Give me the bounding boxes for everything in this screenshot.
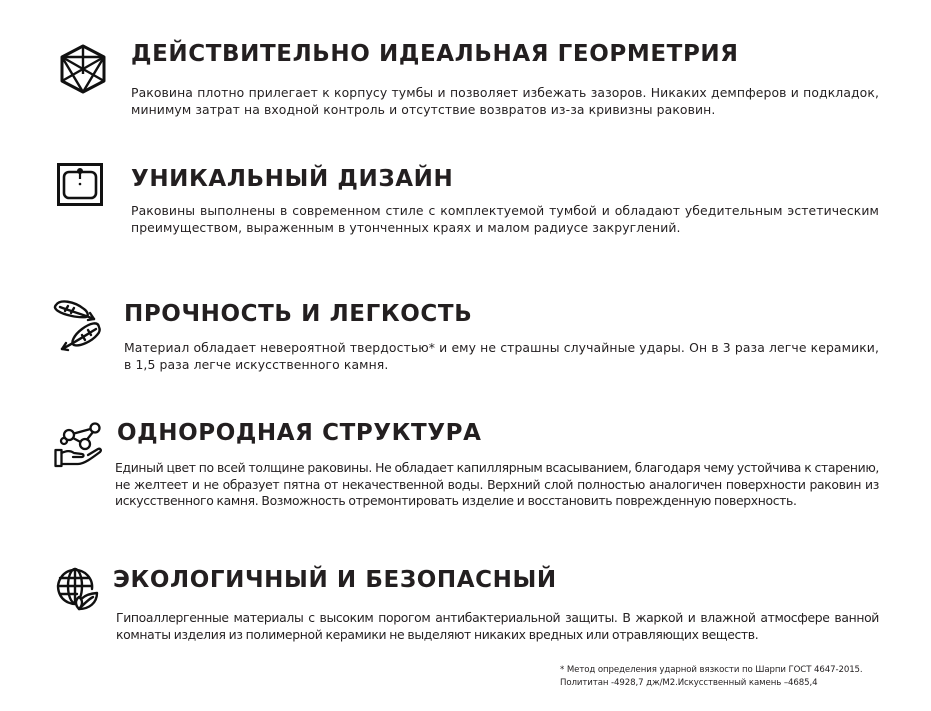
hand-molecule-icon [54, 420, 104, 470]
feathers-icon [52, 297, 104, 353]
feature-title: ОДНОРОДНАЯ СТРУКТУРА [117, 420, 482, 446]
feature-title: ПРОЧНОСТЬ И ЛЕГКОСТЬ [124, 301, 473, 327]
feature-title: УНИКАЛЬНЫЙ ДИЗАЙН [131, 166, 454, 192]
feature-title: ЭКОЛОГИЧНЫЙ И БЕЗОПАСНЫЙ [113, 567, 557, 593]
feature-description: Раковина плотно прилегает к корпусу тумбы и позволяет избежать зазоров. Никаких демпферов и подкладок, минимум затрат на входной контроль и отсутствие возвратов из-за кривизны раковин. [131, 85, 879, 117]
geometry-icon [60, 44, 106, 94]
feature-description: Материал обладает невероятной твердостью* и ему не страшны случайные удары. Он в 3 раза легче керамики, в 1,5 раза легче искусственного камня. [124, 340, 879, 372]
footnote [560, 664, 890, 689]
footnote-line-1: * Метод определения ударной вязкости по Шарпи ГОСТ 4647-2015. [560, 665, 863, 675]
footnote-line-2: Полититан -4928,7 дж/М2.Искусственный камень –4685,4 [560, 677, 818, 688]
feature-description: Единый цвет по всей толщине раковины. Не обладает капиллярным всасыванием, благодаря чему устойчива к старению, не желтеет и не образует пятна от некачественной воды. Верхний слой полностью аналогичен поверхности раковин из искусственного камня. Возможность отремонтировать изделие и восстановить поврежденную поверхность. [115, 460, 879, 508]
feature-description: Гипоаллергенные материалы с высоким порогом антибактериальной защиты. В жаркой и влажной атмосфере ванной комнаты изделия из полимерной керамики не выделяют никаких вредных или отравляющих веществ. [116, 610, 879, 642]
eco-globe-icon [55, 567, 99, 611]
feature-title: ДЕЙСТВИТЕЛЬНО ИДЕАЛЬНАЯ ГЕОРМЕТРИЯ [131, 41, 739, 67]
feature-description: Раковины выполнены в современном стиле с комплектуемой тумбой и обладают убедительным эстетическим преимуществом, выраженным в утонченных краях и малом радиусе закруглений. [131, 203, 879, 235]
sink-icon [57, 163, 103, 206]
